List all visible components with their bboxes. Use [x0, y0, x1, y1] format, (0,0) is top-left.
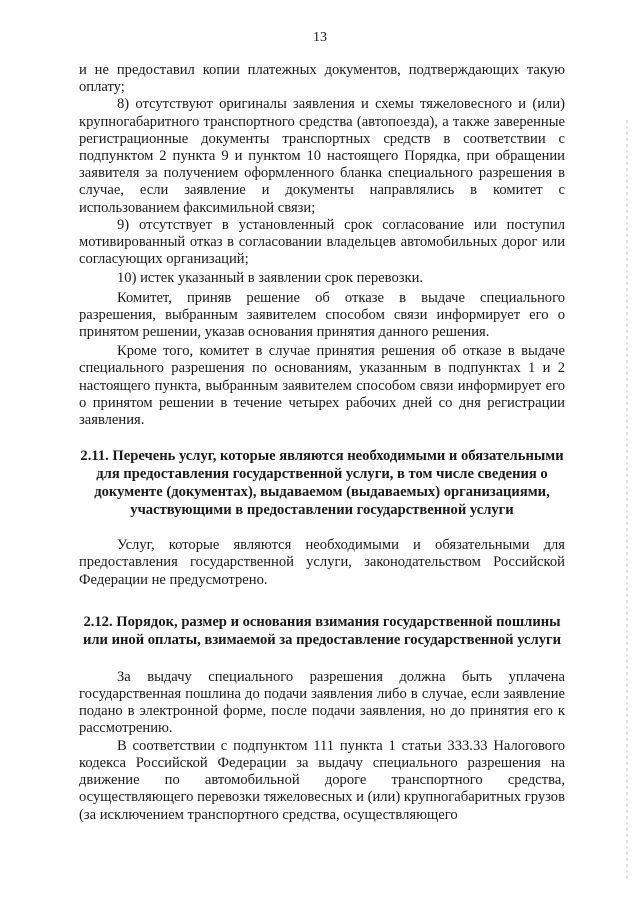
section-2-11-heading: 2.11. Перечень услуг, которые являются необходимыми и обязательными для предоставления государственной услуги, в том числе сведения о документе (документах), выдаваемом (выдаваемых) организациями, участвующими в предоставлении государственной услуги: [80, 448, 564, 519]
page-number: 13: [313, 30, 327, 45]
section-2-12-heading: 2.12. Порядок, размер и основания взимания государственной пошлины или иной оплаты, взимаемой за предоставление государственной услуги: [82, 613, 562, 648]
refusal-timing-paragraph: Кроме того, комитет в случае принятия решения об отказе в выдаче специального разрешения по основаниям, указанным в подпунктах 1 и 2 настоящего пункта, выбранным заявителем способом связи информирует его о принятом решении в течение четырех рабочих дней со дня регистрации заявления.: [79, 343, 565, 429]
list-item-9: 9) отсутствует в установленный срок согласование или поступил мотивированный отказ в согласовании владельцев автомобильных дорог или согласующих организаций;: [79, 216, 565, 268]
section-2-11-body: Услуг, которые являются необходимыми и обязательными для предоставления государственной услуги, законодательством Российской Федерации не предусмотрено.: [79, 537, 565, 588]
section-2-12-body-1: За выдачу специального разрешения должна быть уплачена государственная пошлина до подачи заявления либо в случае, если заявление подано в электронной форме, после подачи заявления, но до принятия его к рассмотрению.: [79, 668, 565, 737]
refusal-notice-paragraph: Комитет, приняв решение об отказе в выдаче специального разрешения, выбранным заявителем способом связи информирует его о принятом решении, указав основания принятия данного решения.: [79, 289, 565, 341]
paragraph-continuation: и не предоставил копии платежных документов, подтверждающих такую оплату;: [79, 62, 565, 96]
list-item-8: 8) отсутствуют оригиналы заявления и схемы тяжеловесного и (или) крупногабаритного транспортного средства (автопоезда), а также заверенные регистрационные документы транспортных средств в соответствии с подпунктом 2 пункта 9 и пунктом 10 настоящего Порядка, при обращении заявителя за получением оформленного бланка специального разрешения в случае, если заявление и документы направлялись в комитет с использованием факсимильной связи;: [79, 96, 565, 216]
list-item-10: 10) истек указанный в заявлении срок перевозки.: [117, 270, 424, 287]
section-2-12-body-2: В соответствии с подпунктом 111 пункта 1 статьи 333.33 Налогового кодекса Российской Федерации за выдачу специального разрешения на движение по автомобильной дороге транспортного средства, осуществляющего перевозки тяжеловесных и (или) крупногабаритных грузов (за исключением транспортного средства, осуществляющего: [79, 737, 565, 823]
scan-edge-mark: [626, 120, 628, 880]
document-body: [79, 62, 565, 824]
